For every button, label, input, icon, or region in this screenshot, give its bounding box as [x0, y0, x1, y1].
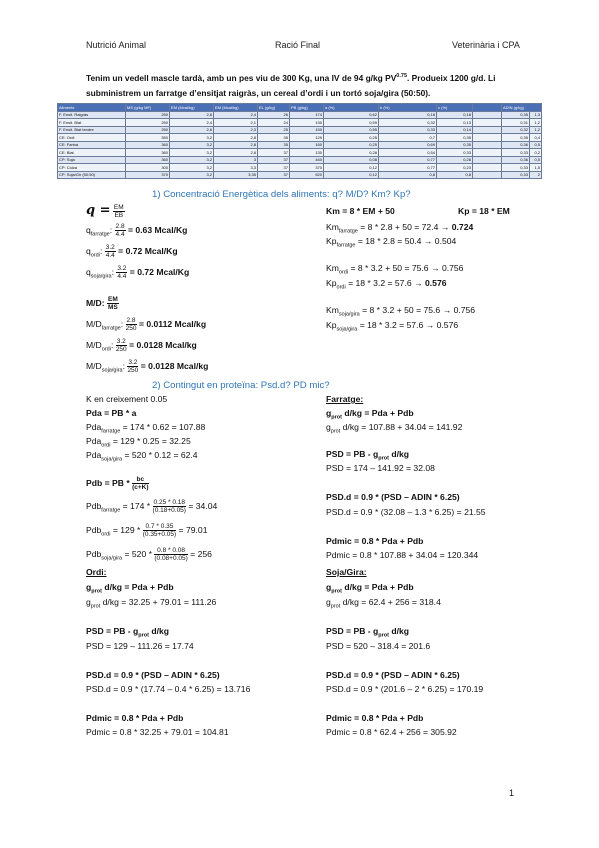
table-cell: 160	[290, 141, 324, 149]
ordi-psdd-formula: PSD.d = 0.9 * (PSD – ADIN * 6.25)	[86, 670, 220, 680]
table-cell	[473, 156, 502, 164]
pdb-ordi: Pdb$_{ordi}$ = 129 * $\frac{0.7 * 0.35}{(0.35+0.05)}$ = 79.01	[86, 523, 208, 538]
kp-ordi: $Kp_{ordi} = 18 * 3.2 = 57.6 \to 0.576$	[326, 278, 447, 291]
md-formula: M/D: $\frac{EM}{MS}$	[86, 296, 118, 311]
table-header-cell: ADIN (g/kg)	[502, 104, 542, 112]
table-cell: 2	[530, 171, 542, 179]
kp-formula: Kp = 18 * EM	[458, 206, 510, 216]
table-cell	[473, 126, 502, 134]
table-cell: 37	[258, 149, 290, 157]
intro-line2: subministrem un farratge d’ensitjat raigràs, un cereal d’ordi i un tortó soja/gira (50:50).	[86, 87, 431, 98]
table-cell	[473, 149, 502, 157]
soja-title: Soja/Gira:	[326, 567, 367, 577]
table-cell: 360	[126, 156, 170, 164]
table-cell: 1,2	[530, 119, 542, 127]
table-cell: 250	[126, 111, 170, 119]
table-cell: 1,5	[530, 164, 542, 172]
table-cell: 3,2	[170, 141, 214, 149]
header-left: Nutrició Animal	[86, 40, 147, 50]
table-cell: 360	[126, 149, 170, 157]
section2-title: 2) Contingut en proteïna: Psd.d? PD mic?	[152, 380, 330, 391]
table-cell: 1,2	[530, 126, 542, 134]
table-cell: 3,2	[170, 156, 214, 164]
soja-pdmic-value: Pdmic = 0.8 * 62.4 + 256 = 305.92	[326, 727, 457, 737]
table-cell: 0,12	[324, 164, 379, 172]
table-cell: 0,35	[437, 134, 473, 142]
table-cell	[473, 171, 502, 179]
table-row	[58, 126, 542, 134]
soja-pdmic-formula: Pdmic = 0.8 * Pda + Pdb	[326, 713, 424, 723]
k-value: K en creixement 0.05	[86, 394, 168, 404]
table-cell: CE: Blat	[58, 149, 126, 157]
table-cell: 0,33	[502, 164, 530, 172]
km-formula: Km = 8 * EM + 50	[326, 206, 395, 216]
table-cell: 300	[126, 164, 170, 172]
soja-gprot-formula: $g_{prot}$ d/kg = Pda + Pdb	[326, 582, 414, 595]
table-cell: 2,1	[214, 119, 258, 127]
table-cell: CP: Soja/Gir (50:50)	[58, 171, 126, 179]
table-cell: 0,54	[379, 149, 437, 157]
table-cell: 0,33	[379, 126, 437, 134]
table-cell: 360	[126, 141, 170, 149]
section1-title: 1) Concentració Energètica dels aliments: q? M/D? Km? Kp?	[152, 189, 411, 200]
table-cell	[473, 119, 502, 127]
km-soja: $Km_{soja/gira} = 8 * 3.2 + 50 = 75.6 \to 0.756$	[326, 305, 476, 318]
table-cell: CE: Farina	[58, 141, 126, 149]
pda-soja: Pda$_{soja/gira}$ = 520 * 0.12 = 62.4	[86, 450, 198, 463]
table-cell: 0,32	[502, 126, 530, 134]
table-cell: 0,33	[502, 171, 530, 179]
table-cell: 174	[290, 111, 324, 119]
md-soja: $M/D_{soja/gira}$: $\frac{3.2}{250}$ = 0.0128 Mcal/kg	[86, 359, 209, 374]
table-cell: 350	[126, 134, 170, 142]
kp-soja: $Kp_{soja/gira} = 18 * 3.2 = 57.6 \to 0.576$	[326, 320, 459, 333]
table-cell: 0,35	[502, 134, 530, 142]
table-header-cell: EM (Mcal/kg)	[214, 104, 258, 112]
table-row	[58, 111, 542, 119]
q-soja: $q_{soja/gira}$: $\frac{3.2}{4.4}$ = 0.72 Mcal/Kg	[86, 265, 190, 280]
table-cell: 2,8	[170, 111, 214, 119]
table-cell: 0,36	[502, 156, 530, 164]
table-row	[58, 164, 542, 172]
intro-paragraph	[86, 69, 526, 101]
table-cell	[473, 164, 502, 172]
table-cell: 37	[258, 171, 290, 179]
ordi-title: Ordi:	[86, 567, 107, 577]
table-cell: 0,25	[324, 141, 379, 149]
table-cell: 0,36	[502, 141, 530, 149]
pdb-formula: Pdb = PB * $\frac{bc}{(c+K)}$	[86, 476, 149, 491]
table-cell: 0,77	[379, 164, 437, 172]
table-cell: 440	[290, 156, 324, 164]
header-center: Ració Final	[275, 40, 321, 50]
table-cell: 150	[290, 126, 324, 134]
table-cell: 0,26	[437, 156, 473, 164]
table-cell: 3,3	[214, 164, 258, 172]
table-cell: 37	[258, 164, 290, 172]
q-farratge: $q_{farratge}$: $\frac{2.8}{4.4}$ = 0.63 Mcal/Kg	[86, 223, 188, 238]
table-cell: 0,12	[324, 171, 379, 179]
md-farratge: $M/D_{farratge}$: $\frac{2.8}{250}$ = 0.0112 Mcal/kg	[86, 317, 207, 332]
table-cell: 24	[258, 119, 290, 127]
farratge-psdd-formula: PSD.d = 0.9 * (PSD – ADIN * 6.25)	[326, 492, 460, 502]
farratge-psdd-value: PSD.d = 0.9 * (32.08 – 1.3 * 6.25) = 21.55	[326, 507, 486, 517]
kp-farratge: $Kp_{farratge} = 18 * 2.8 = 50.4 \to 0.504$	[326, 236, 457, 249]
table-cell: 3,2	[170, 164, 214, 172]
table-cell: 35	[258, 141, 290, 149]
q-ordi: $q_{ordi}$: $\frac{3.2}{4.4}$ = 0.72 Mcal/Kg	[86, 244, 178, 259]
table-cell: 520	[290, 171, 324, 179]
table-cell: 0,13	[437, 119, 473, 127]
table-cell: F. Ensit. Blat tendre	[58, 126, 126, 134]
table-cell: 2,4	[170, 119, 214, 127]
table-cell: 0,35	[437, 141, 473, 149]
table-cell: 0,28	[324, 149, 379, 157]
table-cell: F. Ensit. Blat	[58, 119, 126, 127]
table-cell: 0,59	[324, 119, 379, 127]
km-ordi: $Km_{ordi} = 8 * 3.2 + 50 = 75.6 \to 0.756$	[326, 263, 464, 276]
table-cell: 129	[290, 134, 324, 142]
table-header-cell: c (%)	[437, 104, 473, 112]
table-cell: 370	[126, 171, 170, 179]
table-cell: 3	[214, 156, 258, 164]
table-cell: 3,35	[214, 171, 258, 179]
table-cell: 3,2	[170, 134, 214, 142]
table-header-cell: EL (g/kg)	[258, 104, 290, 112]
ordi-gprot-value: $g_{prot}$ d/kg = 32.25 + 79.01 = 111.26	[86, 597, 217, 610]
table-header-cell: b (%)	[379, 104, 437, 112]
table-cell: CP: Soja	[58, 156, 126, 164]
table-cell: 0,08	[324, 156, 379, 164]
table-cell: 0,18	[379, 111, 437, 119]
table-cell	[473, 111, 502, 119]
table-cell: 0,32	[379, 119, 437, 127]
table-cell: 0,69	[379, 141, 437, 149]
soja-gprot-value: $g_{prot}$ d/kg = 62.4 + 256 = 318.4	[326, 597, 441, 610]
table-cell: 0,25	[324, 134, 379, 142]
farratge-pdmic-value: Pdmic = 0.8 * 107.88 + 34.04 = 120.344	[326, 550, 479, 560]
farratge-title: Farratge:	[326, 394, 364, 404]
farratge-psd-value: PSD = 174 – 141.92 = 32.08	[326, 463, 435, 473]
table-cell: 0,8	[437, 171, 473, 179]
q-formula: q = $\frac{EM}{EB}$	[86, 203, 124, 220]
table-header-cell: MS (g/kg MF)	[126, 104, 170, 112]
pda-formula: Pda = PB * a	[86, 408, 137, 418]
pdb-soja: Pdb$_{soja/gira}$ = 520 * $\frac{0.8 * 0.08}{(0.08+0.05)}$ = 256	[86, 547, 212, 562]
intro-sup: 0.75	[396, 73, 408, 79]
table-cell: 0,14	[437, 126, 473, 134]
table-header-row	[58, 104, 542, 112]
soja-psd-formula: PSD = PB - $g_{prot}$ d/kg	[326, 626, 410, 639]
table-row	[58, 149, 542, 157]
table-cell: 130	[290, 119, 324, 127]
table-row	[58, 119, 542, 127]
table-cell: 0,62	[324, 111, 379, 119]
table-cell: 370	[290, 164, 324, 172]
table-cell: 2,8	[214, 141, 258, 149]
table-cell: 35	[258, 134, 290, 142]
soja-psdd-value: PSD.d = 0.9 * (201.6 – 2 * 6.25) = 170.19	[326, 684, 484, 694]
table-cell: 0,31	[502, 119, 530, 127]
table-cell: 250	[126, 119, 170, 127]
ordi-pdmic-formula: Pdmic = 0.8 * Pda + Pdb	[86, 713, 184, 723]
table-cell: 3,2	[170, 149, 214, 157]
table-header-cell: Aliments	[58, 104, 126, 112]
farratge-pdmic-formula: Pdmic = 0.8 * Pda + Pdb	[326, 536, 424, 546]
header-right: Veterinària i CPA	[452, 40, 520, 50]
pda-farratge: Pda$_{farratge}$ = 174 * 0.62 = 107.88	[86, 422, 206, 435]
table-row	[58, 134, 542, 142]
farratge-gprot-value: $g_{prot}$ d/kg = 107.88 + 34.04 = 141.92	[326, 422, 463, 435]
table-cell: 2,8	[214, 134, 258, 142]
table-row	[58, 156, 542, 164]
ordi-pdmic-value: Pdmic = 0.8 * 32.25 + 79.01 = 104.81	[86, 727, 229, 737]
table-cell: 2,8	[214, 149, 258, 157]
ordi-psd-formula: PSD = PB - $g_{prot}$ d/kg	[86, 626, 170, 639]
table-cell: 0,7	[379, 134, 437, 142]
table-header-cell: a (%)	[324, 104, 379, 112]
table-cell	[473, 134, 502, 142]
table-cell: 0,33	[502, 149, 530, 157]
intro-line1: Tenim un vedell mascle tardà, amb un pes viu de 300 Kg, una IV de 94 g/kg PV	[86, 72, 397, 83]
table-cell: 3,2	[170, 171, 214, 179]
farratge-gprot-formula: $g_{prot}$ d/kg = Pda + Pdb	[326, 408, 414, 421]
pda-ordi: Pda$_{ordi}$ = 129 * 0.25 = 32.25	[86, 436, 191, 449]
table-cell: 1,3	[530, 111, 542, 119]
soja-psd-value: PSD = 520 – 318.4 = 201.6	[326, 641, 431, 651]
table-cell: 2,6	[170, 126, 214, 134]
table-cell: CE: Ordi	[58, 134, 126, 142]
table-cell: 2,3	[214, 126, 258, 134]
table-cell: 0,5	[530, 156, 542, 164]
table-cell: 25	[258, 126, 290, 134]
md-ordi: $M/D_{ordi}$: $\frac{3.2}{250}$ = 0.0128 Mcal/kg	[86, 338, 197, 353]
table-cell: 0,33	[437, 149, 473, 157]
feed-table	[57, 103, 542, 179]
table-cell: 0,5	[530, 141, 542, 149]
soja-psdd-formula: PSD.d = 0.9 * (PSD – ADIN * 6.25)	[326, 670, 460, 680]
table-cell: 0,23	[437, 164, 473, 172]
table-cell: 0,55	[324, 126, 379, 134]
table-cell: 37	[258, 156, 290, 164]
table-cell: 130	[290, 149, 324, 157]
table-cell: 26	[258, 111, 290, 119]
table-cell: 250	[126, 126, 170, 134]
table-cell: CP: Colza	[58, 164, 126, 172]
ordi-psdd-value: PSD.d = 0.9 * (17.74 – 0.4 * 6.25) = 13.716	[86, 684, 251, 694]
table-cell: 2,4	[214, 111, 258, 119]
table-cell	[473, 141, 502, 149]
km-farratge: $Km_{farratge} = 8 * 2.8 + 50 = 72.4 \to 0.724$	[326, 222, 474, 235]
page-number: 1	[509, 788, 515, 798]
table-cell: 0,8	[379, 171, 437, 179]
table-row	[58, 171, 542, 179]
pdb-farratge: Pdb$_{farratge}$ = 174 * $\frac{0.25 * 0.18}{(0.18+0.05)}$ = 34.04	[86, 499, 218, 514]
table-row	[58, 141, 542, 149]
intro-line1-end: . Produeix 1200 g/d. Li	[407, 72, 496, 83]
table-header-cell: EM (Mcal/kg)	[170, 104, 214, 112]
table-cell: 0,18	[437, 111, 473, 119]
table-cell: 0,2	[530, 149, 542, 157]
ordi-psd-value: PSD = 129 – 111.26 = 17.74	[86, 641, 194, 651]
table-cell: 0,77	[379, 156, 437, 164]
table-cell: 0,4	[530, 134, 542, 142]
table-header-cell: PB (g/kg)	[290, 104, 324, 112]
farratge-psd-formula: PSD = PB - $g_{prot}$ d/kg	[326, 449, 410, 462]
table-cell: F. Ensit. Raigràs	[58, 111, 126, 119]
table-header-cell	[473, 104, 502, 112]
table-cell: 0,35	[502, 111, 530, 119]
ordi-gprot-formula: $g_{prot}$ d/kg = Pda + Pdb	[86, 582, 174, 595]
